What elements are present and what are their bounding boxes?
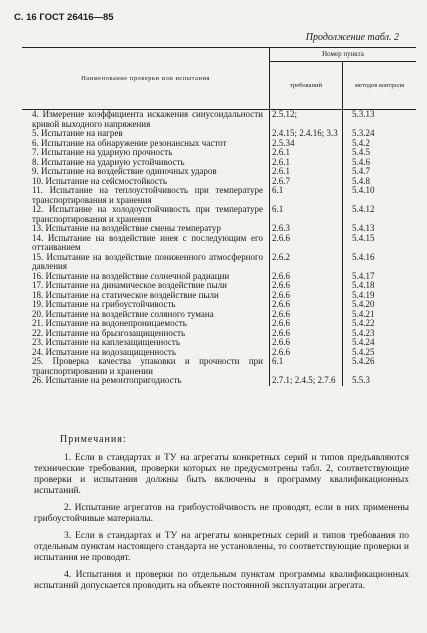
table-row bbox=[22, 234, 416, 253]
row-method: 5.4.6 bbox=[352, 156, 370, 167]
row-requirement: 2.6.1 bbox=[272, 147, 290, 157]
row-requirement: 2.6.7 bbox=[272, 175, 290, 186]
row-method: 5.4.16 bbox=[352, 251, 375, 262]
row-method: 5.4.18 bbox=[352, 280, 375, 290]
row-method: 5.3.24 bbox=[352, 128, 375, 138]
row-method: 5.4.5 bbox=[352, 147, 370, 157]
row-requirement: 2.6.6 bbox=[272, 289, 290, 300]
row-method: 5.4.15 bbox=[352, 232, 375, 243]
notes-title: Примечания: bbox=[60, 434, 127, 445]
row-requirement: 2.6.1 bbox=[272, 166, 290, 176]
note-item: 4. Испытания и проверки по отдельным пунктам программы квалификационных испытаний допускается проводить на объекте постоянной эксплуатации агрегата. bbox=[34, 570, 409, 591]
row-name: 22. Испытание на брызгозащищенность bbox=[32, 327, 186, 338]
row-name: 11. Испытание на теплоустойчивость при температуре транспортирования и хранения bbox=[32, 185, 263, 205]
row-requirement: 2.6.6 bbox=[272, 337, 290, 347]
table-row bbox=[22, 186, 416, 205]
row-name: 6. Испытание на обнаружение резонансных частот bbox=[32, 137, 227, 148]
row-requirement: 2.6.1 bbox=[272, 156, 290, 167]
row-method: 5.4.22 bbox=[352, 318, 375, 328]
table-row bbox=[22, 205, 416, 224]
row-method: 5.4.26 bbox=[352, 356, 375, 366]
table-row bbox=[22, 253, 416, 272]
tests-table bbox=[22, 47, 416, 386]
column-header-nomer: Номер пункта bbox=[270, 48, 416, 62]
row-name: 21. Испытание на водонепроницаемость bbox=[32, 318, 187, 328]
row-name: 4. Измерение коэффициента искажения синусоидальности кривой выходного напряжения bbox=[32, 109, 263, 129]
row-method: 5.4.19 bbox=[352, 289, 375, 300]
column-divider bbox=[342, 110, 343, 386]
row-name: 12. Испытание на холодоустойчивость при температуре транспортирования и хранения bbox=[32, 204, 263, 224]
row-name: 10. Испытание на сейсмостойкость bbox=[32, 175, 167, 186]
row-requirement: 2.7.1; 2.4.5; 2.7.6 bbox=[272, 375, 336, 385]
row-name: 7. Испытание на ударную прочность bbox=[32, 147, 173, 157]
row-requirement: 2.6.6 bbox=[272, 346, 290, 357]
table-row bbox=[22, 357, 416, 376]
row-requirement: 2.6.6 bbox=[272, 299, 290, 309]
row-requirement: 2.6.6 bbox=[272, 232, 290, 243]
row-name: 23. Испытание на каплезащищенность bbox=[32, 337, 180, 347]
row-name: 19. Испытание на грибоустойчивость bbox=[32, 299, 176, 309]
page-header-standard: С. 16 ГОСТ 26416—85 bbox=[14, 12, 114, 23]
row-method: 5.4.25 bbox=[352, 346, 375, 357]
row-method: 5.4.8 bbox=[352, 175, 370, 186]
row-requirement: 2.6.2 bbox=[272, 251, 290, 262]
row-method: 5.4.13 bbox=[352, 223, 375, 233]
row-method: 5.4.24 bbox=[352, 337, 375, 347]
row-method: 5.4.17 bbox=[352, 270, 375, 281]
row-name: 26. Испытание на ремонтопригодность bbox=[32, 375, 182, 385]
row-requirement: 6.1 bbox=[272, 185, 284, 195]
row-name: 9. Испытание на воздействие одиночных ударов bbox=[32, 166, 217, 176]
table-continuation-label: Продолжение табл. 2 bbox=[305, 32, 399, 43]
row-method: 5.4.23 bbox=[352, 327, 375, 338]
row-requirement: 2.6.6 bbox=[272, 327, 290, 338]
row-name: 13. Испытание на воздействие смены температур bbox=[32, 223, 221, 233]
row-method: 5.4.10 bbox=[352, 185, 375, 195]
row-requirement: 2.6.6 bbox=[272, 308, 290, 319]
column-header-methods: методов контроля bbox=[354, 81, 405, 89]
row-requirement: 6.1 bbox=[272, 356, 284, 366]
row-requirement: 2.5.34 bbox=[272, 137, 295, 148]
row-requirement: 2.6.6 bbox=[272, 318, 290, 328]
row-name: 15. Испытание на воздействие пониженного атмосферного давления bbox=[32, 251, 263, 271]
row-method: 5.4.12 bbox=[352, 204, 375, 214]
row-name: 16. Испытание на воздействие солнечной радиации bbox=[32, 270, 230, 281]
row-name: 17. Испытание на динамическое воздействие пыли bbox=[32, 280, 227, 290]
row-requirement: 2.6.3 bbox=[272, 223, 290, 233]
row-method: 5.4.2 bbox=[352, 137, 370, 148]
table-body bbox=[22, 110, 416, 386]
column-header-requirements: требований bbox=[270, 62, 343, 109]
row-name: 18. Испытание на статическое воздействие пыли bbox=[32, 289, 219, 300]
note-item: 1. Если в стандартах и ТУ на агрегаты конкретных серий и типов предъявляются технические требования, проверки которых не предусмотрены табл. 2, соответствующие проверки и испытания должны быть включены в программу квалификационных испытаний. bbox=[34, 453, 409, 496]
row-method: 5.3.13 bbox=[352, 109, 375, 119]
row-requirement: 6.1 bbox=[272, 204, 284, 214]
column-header-name: Наименование проверки или испытания bbox=[22, 48, 270, 109]
table-row bbox=[22, 376, 416, 386]
row-method: 5.5.3 bbox=[352, 375, 370, 385]
note-item: 3. Если в стандартах и ТУ на агрегаты конкретных серий и типов требования по отдельным пунктам настоящего стандарта не установлены, то соответствующие проверки и испытания не проводят. bbox=[34, 531, 409, 563]
column-divider bbox=[269, 110, 270, 386]
row-method: 5.4.21 bbox=[352, 308, 375, 319]
notes-list bbox=[34, 453, 409, 598]
row-name: 25. Проверка качества упаковки и прочности при транспортировании и хранении bbox=[32, 356, 263, 376]
row-requirement: 2.5.12; bbox=[272, 109, 298, 119]
row-name: 8. Испытание на ударную устойчивость bbox=[32, 156, 185, 167]
row-requirement: 2.4.15; 2.4.16; 3.3 bbox=[272, 128, 338, 138]
row-name: 20. Испытание на воздействие соляного тумана bbox=[32, 308, 214, 319]
table-row bbox=[22, 110, 416, 129]
row-requirement: 2.6.6 bbox=[272, 280, 290, 290]
row-name: 5. Испытание на нагрев bbox=[32, 128, 123, 138]
table-header bbox=[22, 48, 416, 110]
row-method: 5.4.7 bbox=[352, 166, 370, 176]
row-name: 24. Испытание на водозащищенность bbox=[32, 346, 176, 357]
row-requirement: 2.6.6 bbox=[272, 270, 290, 281]
note-item: 2. Испытание агрегатов на грибоустойчивость не проводят, если в них применены грибоустойчивые материалы. bbox=[34, 503, 409, 524]
row-method: 5.4.20 bbox=[352, 299, 375, 309]
row-name: 14. Испытание на воздействие инея с последующим его оттаиванием bbox=[32, 232, 263, 252]
